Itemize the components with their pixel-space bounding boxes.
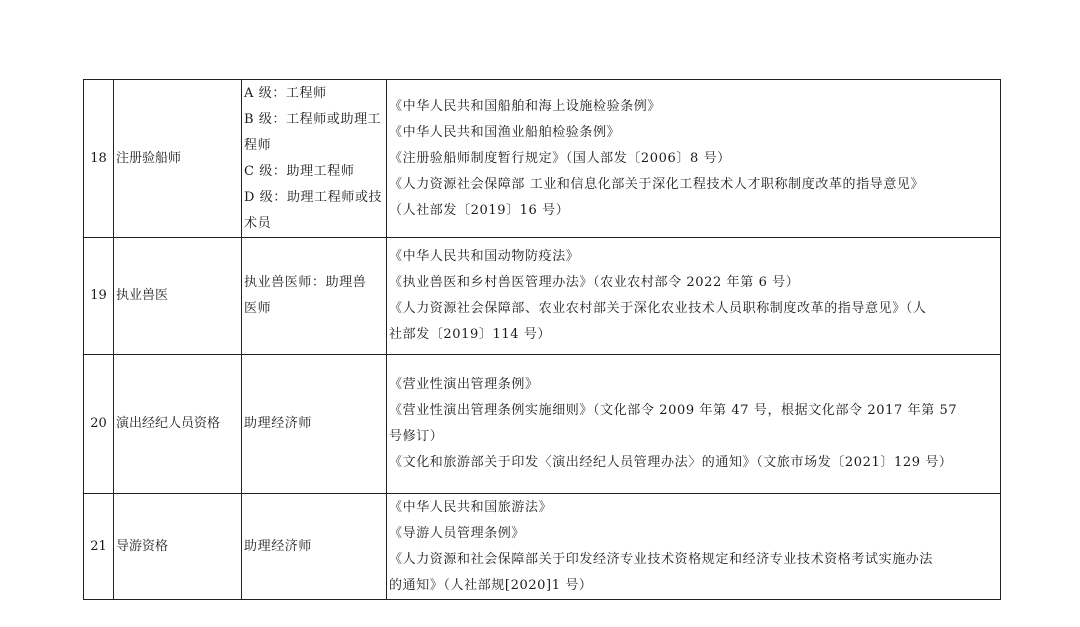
qualification-table bbox=[83, 79, 1001, 600]
title-level-cell bbox=[242, 355, 387, 494]
legal-basis-line: （人社部发〔2019〕16 号） bbox=[389, 202, 570, 218]
title-level-line: A 级：工程师 bbox=[244, 85, 327, 101]
legal-basis-line: 号修订） bbox=[389, 429, 444, 444]
title-level-cell bbox=[242, 238, 387, 355]
qualification-name: 导游资格 bbox=[114, 494, 242, 600]
legal-basis-line: 《中华人民共和国船舶和海上设施检验条例》 bbox=[389, 98, 662, 114]
table-row bbox=[84, 80, 1001, 238]
legal-basis-cell bbox=[387, 80, 1001, 238]
row-number: 19 bbox=[84, 238, 114, 355]
title-level-line: 助理经济师 bbox=[244, 538, 313, 554]
legal-basis-line: 社部发〔2019〕114 号） bbox=[389, 327, 552, 342]
qualification-name: 注册验船师 bbox=[114, 80, 242, 238]
table-row bbox=[84, 238, 1001, 355]
title-level-line: 助理经济师 bbox=[244, 416, 313, 431]
legal-basis-cell bbox=[387, 355, 1001, 494]
legal-basis-line: 《营业性演出管理条例》 bbox=[389, 377, 539, 392]
legal-basis-line: 《文化和旅游部关于印发〈演出经纪人员管理办法〉的通知》（文旅市场发〔2021〕129 号） bbox=[389, 455, 953, 470]
title-level-line: 程师 bbox=[244, 137, 272, 153]
legal-basis-line: 《人力资源和社会保障部关于印发经济专业技术资格规定和经济专业技术资格考试实施办法 bbox=[389, 551, 934, 567]
row-number: 21 bbox=[84, 494, 114, 600]
qualification-name: 演出经纪人员资格 bbox=[114, 355, 242, 494]
title-level-line: C 级：助理工程师 bbox=[244, 163, 355, 179]
legal-basis-line: 《注册验船师制度暂行规定》（国人部发〔2006〕8 号） bbox=[389, 150, 731, 166]
title-level-line: D 级：助理工程师或技 bbox=[244, 189, 383, 205]
legal-basis-line: 《中华人民共和国动物防疫法》 bbox=[389, 249, 580, 264]
qualification-name: 执业兽医 bbox=[114, 238, 242, 355]
title-level-line: 执业兽医师：助理兽 bbox=[244, 275, 367, 290]
title-level-cell bbox=[242, 494, 387, 600]
legal-basis-line: 《执业兽医和乡村兽医管理办法》（农业农村部令 2022 年第 6 号） bbox=[389, 275, 800, 290]
table-row bbox=[84, 355, 1001, 494]
row-number: 18 bbox=[84, 80, 114, 238]
title-level-line: 医师 bbox=[244, 301, 272, 316]
title-level-cell bbox=[242, 80, 387, 238]
row-number: 20 bbox=[84, 355, 114, 494]
legal-basis-line: 《人力资源社会保障部、农业农村部关于深化农业技术人员职称制度改革的指导意见》（人 bbox=[389, 301, 927, 316]
legal-basis-cell bbox=[387, 494, 1001, 600]
title-level-line: 术员 bbox=[244, 215, 272, 231]
legal-basis-line: 《导游人员管理条例》 bbox=[389, 525, 526, 541]
legal-basis-line: 《人力资源社会保障部 工业和信息化部关于深化工程技术人才职称制度改革的指导意见》 bbox=[389, 176, 925, 192]
legal-basis-line: 《中华人民共和国渔业船舶检验条例》 bbox=[389, 124, 621, 140]
legal-basis-line: 《营业性演出管理条例实施细则》（文化部令 2009 年第 47 号，根据文化部令 2017 年第 57 bbox=[389, 403, 958, 418]
title-level-line: B 级：工程师或助理工 bbox=[244, 111, 382, 127]
legal-basis-line: 《中华人民共和国旅游法》 bbox=[389, 499, 553, 515]
table-row bbox=[84, 494, 1001, 600]
legal-basis-cell bbox=[387, 238, 1001, 355]
legal-basis-line: 的通知》（人社部规[2020]1 号） bbox=[389, 577, 593, 593]
